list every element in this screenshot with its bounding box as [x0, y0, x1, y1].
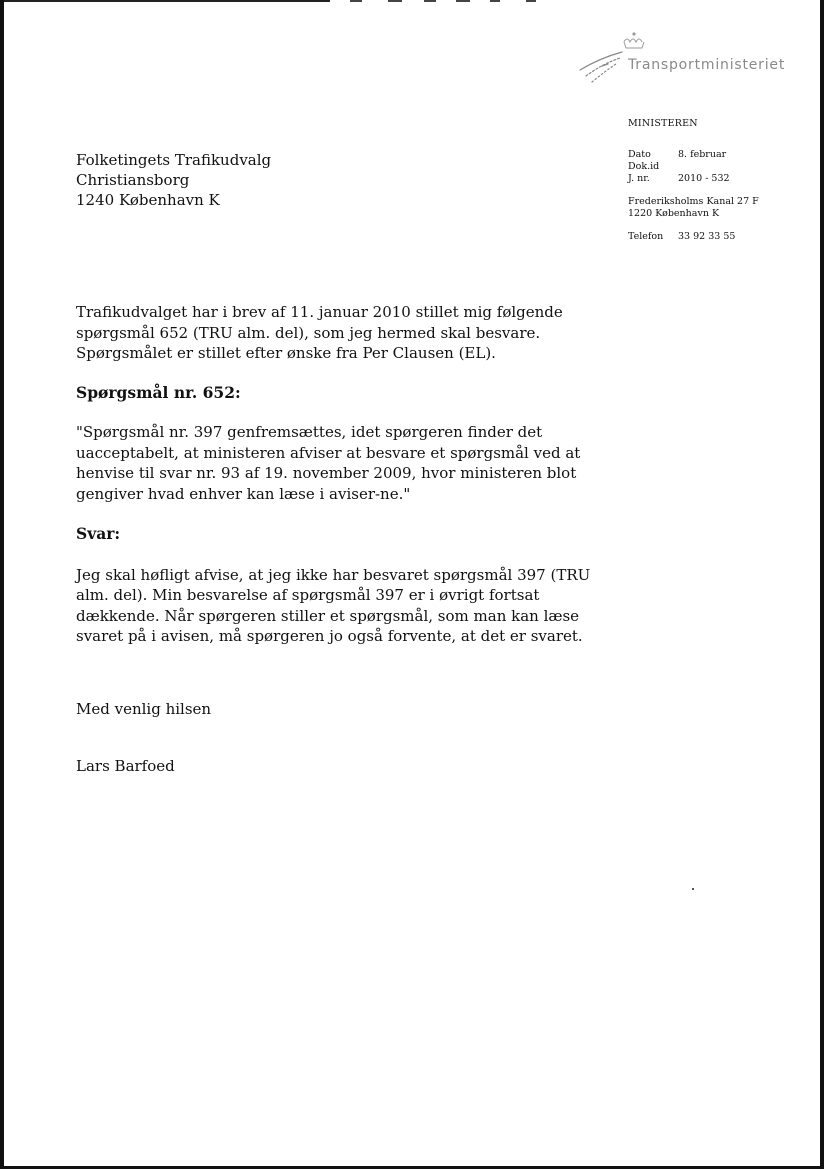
phone-label: Telefon [628, 231, 664, 242]
question-heading: Spørgsmål nr. 652: [76, 382, 241, 402]
letter-body [76, 302, 596, 777]
jnr-row [628, 173, 808, 185]
logo-wordmark: Transportministeriet [628, 57, 786, 73]
date-label: Dato [628, 149, 651, 160]
letter-meta-sidebar [628, 118, 808, 243]
date-row [628, 149, 808, 161]
scan-artifact-right-edge [820, 0, 824, 1169]
dokid-label: Dok.id [628, 161, 660, 172]
answer-heading: Svar: [76, 524, 121, 543]
jnr-label: J. nr. [628, 173, 650, 184]
scan-artifact-dash [388, 0, 402, 2]
date-value: 8. februar [678, 149, 727, 160]
ministry-logo [572, 28, 792, 94]
scan-artifact-dash [456, 0, 470, 2]
scan-artifact-dash [424, 0, 436, 2]
scan-artifact-top-line [0, 0, 330, 2]
recipient-building: Christiansborg [76, 171, 190, 189]
answer-paragraph: Jeg skal høfligt afvise, at jeg ikke har besvaret spørgsmål 397 (TRU alm. del). Min besvarelse af spørgsmål 397 er i øvrigt fortsat dækkende. Når spørgeren stiller et spørgsmål, som man kan læse svaret på i avisen, må spørgeren jo også forvente, at det er svaret. [76, 565, 591, 645]
recipient-address [76, 150, 271, 210]
phone-value: 33 92 33 55 [678, 231, 736, 242]
question-paragraph: "Spørgsmål nr. 397 genfremsættes, idet spørgeren finder det uacceptabelt, at ministeren afviser at besvare et spørgsmål ved at henvise til svar nr. 93 af 19. november 2009, hvor ministeren blot gengiver hvad enhver kan læse i aviser-ne." [76, 423, 581, 503]
intro-paragraph: Trafikudvalget har i brev af 11. januar 2010 stillet mig følgende spørgsmål 652 (TRU alm. del), som jeg hermed skal besvare. Spørgsmålet er stillet efter ønske fra Per Clausen (EL). [76, 303, 563, 362]
scan-artifact-left-edge [0, 0, 4, 1169]
sender-address [628, 196, 808, 220]
scan-artifact-speck [692, 888, 694, 890]
sender-office: MINISTEREN [628, 118, 698, 129]
closing-greeting: Med venlig hilsen [76, 699, 212, 718]
recipient-name: Folketingets Trafikudvalg [76, 151, 272, 169]
scan-artifact-dash [526, 0, 536, 2]
scan-artifact-dash [350, 0, 362, 2]
address-street: Frederiksholms Kanal 27 F [628, 196, 759, 207]
signature-name: Lars Barfoed [76, 757, 175, 775]
address-city: 1220 København K [628, 208, 720, 219]
phone-row [628, 231, 808, 243]
jnr-value: 2010 - 532 [678, 173, 730, 184]
recipient-city: 1240 København K [76, 191, 220, 209]
dokid-row [628, 161, 808, 173]
scan-artifact-dash [490, 0, 500, 2]
